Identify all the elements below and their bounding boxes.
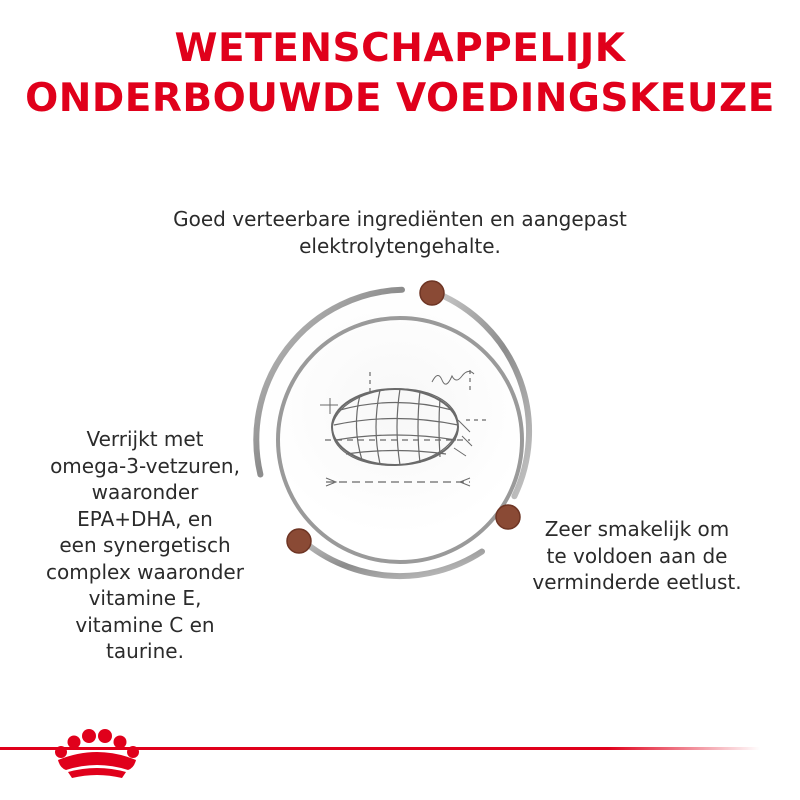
title-line-2: ONDERBOUWDE VOEDINGSKEUZE	[25, 76, 775, 121]
benefit-line: een synergetisch	[59, 533, 231, 557]
benefit-line: Zeer smakelijk om	[544, 517, 730, 541]
royal-canin-crown-logo	[48, 722, 148, 784]
benefit-line: vitamine C en	[75, 612, 215, 637]
benefit-line: complex waaronder	[46, 559, 244, 584]
orbit-dot-top	[420, 281, 444, 305]
benefit-line: Verrijkt met	[86, 427, 204, 451]
benefit-line: Goed verteerbare ingrediënten en aangepast	[173, 207, 627, 231]
benefit-line: te voldoen aan de	[546, 543, 728, 568]
benefit-line: waaronder	[91, 480, 199, 504]
benefit-line: verminderde eetlust.	[532, 570, 742, 594]
benefit-line: EPA+DHA, en	[77, 506, 213, 531]
benefit-line: omega-3-vetzuren,	[50, 453, 240, 478]
benefit-line: elektrolytengehalte.	[299, 233, 501, 258]
title-line-1: WETENSCHAPPELIJK	[174, 26, 626, 71]
benefit-line: taurine.	[106, 639, 184, 663]
orbit-dot-left	[287, 529, 311, 553]
benefit-line: vitamine E,	[88, 586, 202, 610]
orbit-dot-right	[496, 505, 520, 529]
